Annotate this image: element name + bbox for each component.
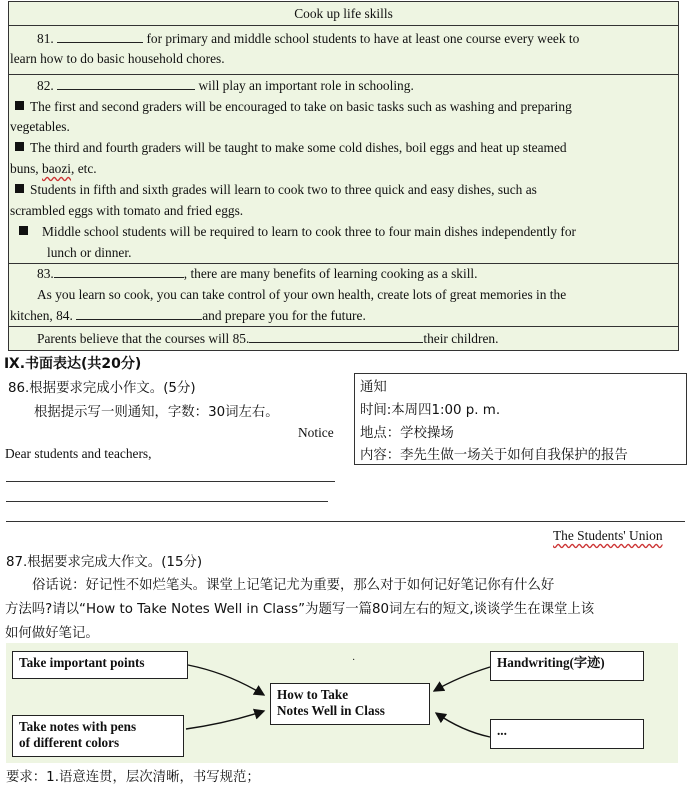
- table-title: Cook up life skills: [294, 6, 393, 21]
- bullet-4: Middle school students will be required to learn to cook three to four main dishes independently for: [19, 223, 576, 241]
- q83-number: 83.: [37, 266, 54, 281]
- notice-box-title: 通知: [360, 380, 387, 395]
- q81-blank[interactable]: [57, 30, 143, 43]
- cloze-table: [8, 1, 679, 351]
- arrow-top-left: [188, 665, 264, 695]
- notice-signature: The Students' Union: [553, 528, 663, 543]
- bullet-square-icon: [15, 142, 24, 151]
- notice-info-box: [354, 373, 687, 465]
- q83-line: [37, 265, 478, 283]
- bullet-square-icon: [15, 101, 24, 110]
- box-take-important-points: Take important points: [12, 651, 188, 679]
- q81-text: for primary and middle school students to have at least one course every week to: [146, 31, 580, 46]
- q86-instruction: 根据提示写一则通知，字数：30词左右。: [34, 405, 279, 420]
- notice-place: 地点：学校操场: [360, 426, 454, 441]
- q82-number: 82.: [37, 78, 54, 93]
- q81-line1: [37, 30, 579, 48]
- q87-title: 87.根据要求完成大作文。(15分): [6, 555, 203, 570]
- bullet-1-cont: vegetables.: [10, 119, 70, 134]
- box-take-notes-colors: Take notes with pens of different colors: [12, 715, 184, 757]
- q82-blank[interactable]: [57, 77, 195, 90]
- q85-text-post: their children.: [423, 331, 499, 346]
- arrow-top-right: [434, 667, 490, 691]
- requirements-line: 要求：1.语意连贯，层次清晰，书写规范；: [6, 770, 260, 785]
- salutation: Dear students and teachers,: [5, 446, 152, 461]
- box-ellipsis: ...: [490, 719, 644, 749]
- bullet-3-cont: scrambled eggs with tomato and fried eggs.: [10, 203, 244, 218]
- q82-text: will play an important role in schooling.: [198, 78, 414, 93]
- answer-line-3[interactable]: [6, 521, 685, 522]
- para-line2: [10, 307, 366, 325]
- para-line1: As you learn so cook, you can take control of your own health, create lots of great memories in the: [37, 287, 567, 302]
- q81-number: 81.: [37, 31, 54, 46]
- arrow-bottom-left: [186, 711, 264, 729]
- bullet-2: The third and fourth graders will be taught to make some cold dishes, boil eggs and heat up steamed: [15, 139, 567, 157]
- q86-title: 86.根据要求完成小作文。(5分): [8, 381, 196, 396]
- bullet-1: The first and second graders will be encouraged to take on basic tasks such as washing and preparing: [15, 98, 572, 116]
- diagram-dot: ·: [352, 655, 356, 666]
- q85-blank[interactable]: [249, 330, 423, 343]
- q85-text-pre: Parents believe that the courses will 85.: [37, 331, 250, 346]
- bullet-3: Students in fifth and sixth grades will learn to cook two to three quick and easy dishes, such as: [15, 181, 537, 199]
- notice-label: Notice: [298, 425, 334, 440]
- q87-para-line1: 俗话说：好记性不如烂笔头。课堂上记笔记尤为重要，那么对于如何记好笔记你有什么好: [32, 578, 555, 593]
- row-q81: [9, 25, 678, 70]
- q87-para-line2: 方法吗?请以“How to Take Notes Well in Class”为题写一篇80词左右的短文,谈谈学生在课堂上该: [5, 602, 595, 617]
- notice-content: 内容：李先生做一场关于如何自我保护的报告: [360, 448, 628, 463]
- q85-line: [37, 330, 498, 348]
- q84-text: and prepare you for the future.: [202, 308, 366, 323]
- section-heading: Ⅸ.书面表达(共20分): [4, 356, 142, 372]
- bullet-square-icon: [19, 226, 28, 235]
- q84-blank[interactable]: [76, 307, 202, 320]
- q83-text: , there are many benefits of learning cooking as a skill.: [183, 266, 478, 281]
- q87-para-line3: 如何做好笔记。: [5, 626, 99, 641]
- bullet-square-icon: [15, 184, 24, 193]
- notice-time: 时间:本周四1:00 p. m.: [360, 403, 501, 418]
- row-q83: [9, 263, 678, 326]
- box-handwriting: Handwriting(字迹): [490, 651, 644, 681]
- q81-line2: learn how to do basic household chores.: [10, 51, 225, 66]
- q83-blank[interactable]: [54, 265, 184, 278]
- bullet-4-cont: lunch or dinner.: [47, 245, 132, 260]
- answer-line-2[interactable]: [6, 501, 328, 502]
- q84-number: kitchen, 84.: [10, 308, 73, 323]
- row-q85: [9, 326, 678, 351]
- answer-line-1[interactable]: [6, 481, 335, 482]
- row-q82: [9, 74, 678, 265]
- arrow-bottom-right: [436, 713, 490, 737]
- box-center-topic: How to Take Notes Well in Class: [270, 683, 430, 725]
- bullet-2-cont: buns, baozi, etc.: [10, 161, 97, 176]
- q82-line: [37, 77, 414, 95]
- notes-diagram: [6, 643, 678, 763]
